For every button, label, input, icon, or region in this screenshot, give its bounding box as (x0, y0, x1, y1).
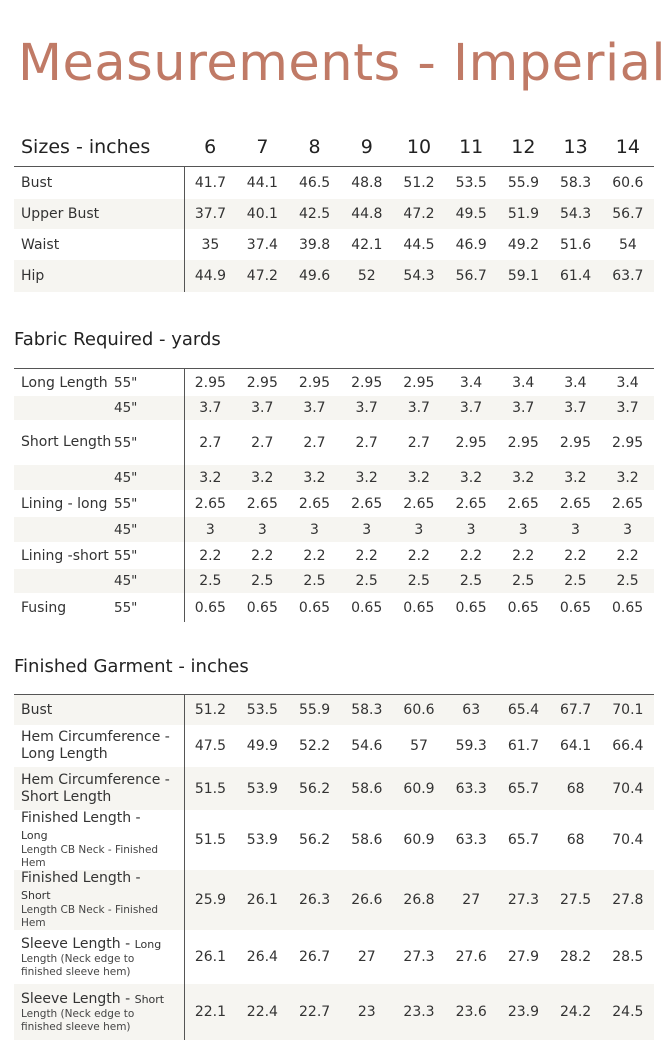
value-cell: 3.7 (497, 396, 549, 420)
row-label-detail: Length (Neck edge to finished sleeve hem) (21, 1007, 135, 1033)
table-row (14, 930, 654, 984)
value-cell: 61.4 (550, 260, 602, 292)
value-cell: 60.9 (403, 832, 435, 848)
value-cell: 46.9 (455, 236, 487, 253)
value-cell: 3.4 (512, 374, 535, 391)
value-cell: 44.9 (184, 260, 236, 292)
table-row (14, 593, 654, 622)
value-cell: 59.1 (497, 260, 549, 292)
value-cell: 54.6 (351, 738, 383, 754)
value-cell: 3 (549, 517, 601, 542)
row-label (14, 517, 114, 542)
table-row (14, 870, 654, 930)
row-label-qualifier: Long (134, 937, 162, 951)
row-label (14, 396, 114, 420)
row-label-text: Finished Length - (21, 870, 141, 886)
table-row (14, 984, 654, 1040)
table-row (14, 465, 654, 490)
value-cell: 27.5 (550, 870, 602, 930)
value-cell: 68 (566, 832, 585, 848)
value-cell: 3.7 (184, 396, 236, 420)
value-cell: 2.95 (612, 434, 644, 451)
value-cell: 3.4 (564, 374, 587, 391)
value-cell: 26.3 (288, 870, 340, 930)
value-cell: 52.2 (299, 738, 331, 754)
value-cell: 27.9 (507, 949, 539, 965)
value-cell: 3 (288, 517, 340, 542)
table-row (14, 517, 654, 542)
value-cell: 3.2 (445, 465, 497, 490)
value-cell: 0.65 (612, 599, 644, 616)
value-cell: 24.2 (550, 984, 602, 1040)
value-cell: 56.7 (445, 260, 497, 292)
value-cell: 53.9 (236, 767, 288, 810)
value-cell: 26.4 (246, 949, 278, 965)
value-cell: 2.65 (403, 495, 435, 512)
value-cell: 2.5 (445, 569, 497, 593)
value-cell: 55.9 (288, 695, 340, 725)
size-header: 13 (550, 128, 602, 166)
value-cell: 70.1 (602, 695, 654, 725)
value-cell: 2.5 (288, 569, 340, 593)
value-cell: 3.7 (549, 396, 601, 420)
value-cell: 2.5 (549, 569, 601, 593)
table-row (14, 396, 654, 420)
value-cell: 28.5 (612, 949, 644, 965)
value-cell: 67.7 (550, 695, 602, 725)
value-cell: 2.2 (355, 547, 378, 564)
value-cell: 26.6 (341, 870, 393, 930)
value-cell: 2.2 (459, 547, 483, 564)
value-cell: 0.65 (455, 599, 487, 616)
row-label-detail: Length (Neck edge to finished sleeve hem) (21, 952, 135, 978)
fabric-width: 55" (114, 542, 184, 569)
value-cell: 2.95 (455, 434, 487, 451)
value-cell: 3.7 (236, 396, 288, 420)
value-cell: 26.7 (299, 949, 331, 965)
value-cell: 2.65 (612, 495, 644, 512)
value-cell: 58.3 (341, 695, 393, 725)
fabric-section-title: Fabric Required - yards (14, 329, 221, 350)
fabric-width: 45" (114, 517, 184, 542)
value-cell: 63.3 (445, 767, 497, 810)
row-label (14, 465, 114, 490)
page-title: Measurements - Imperial (18, 34, 667, 93)
size-header: 9 (341, 128, 393, 166)
value-cell: 48.8 (351, 174, 383, 191)
value-cell: 26.8 (393, 870, 445, 930)
value-cell: 3.2 (497, 465, 549, 490)
finished-section-title: Finished Garment - inches (14, 656, 249, 677)
value-cell: 0.65 (351, 599, 383, 616)
value-cell: 3 (184, 517, 236, 542)
value-cell: 2.95 (559, 434, 591, 451)
value-cell: 2.5 (393, 569, 445, 593)
value-cell: 63.3 (455, 832, 487, 848)
fabric-width: 55" (114, 369, 184, 396)
value-cell: 26.1 (236, 870, 288, 930)
value-cell: 0.65 (298, 599, 331, 616)
size-header: 14 (602, 128, 654, 166)
row-label: Hip (14, 260, 184, 292)
table-row (14, 542, 654, 569)
value-cell: 3.2 (236, 465, 288, 490)
value-cell: 46.5 (299, 174, 331, 191)
value-cell: 2.2 (616, 547, 639, 564)
value-cell: 60.9 (393, 767, 445, 810)
value-cell: 3.2 (184, 465, 236, 490)
value-cell: 3.7 (341, 396, 393, 420)
row-label (14, 767, 184, 810)
fabric-width: 55" (114, 490, 184, 517)
value-cell: 2.2 (303, 547, 326, 564)
value-cell: 51.6 (560, 236, 592, 253)
value-cell: 2.2 (199, 547, 222, 564)
table-row (14, 810, 654, 870)
fabric-width: 45" (114, 396, 184, 420)
value-cell: 3.7 (602, 396, 654, 420)
value-cell: 58.3 (560, 174, 592, 191)
value-cell: 0.65 (246, 599, 278, 616)
value-cell: 51.2 (403, 174, 435, 191)
value-cell: 2.95 (246, 374, 278, 391)
value-cell: 24.5 (602, 984, 654, 1040)
row-label-detail: Length CB Neck - Finished Hem (21, 904, 159, 929)
value-cell: 2.7 (407, 434, 430, 451)
value-cell: 3 (445, 517, 497, 542)
row-label: Long Length (21, 374, 108, 391)
value-cell: 2.5 (236, 569, 288, 593)
value-cell: 3 (602, 517, 654, 542)
row-label-detail: Length CB Neck - Finished Hem (21, 844, 159, 869)
table-row (14, 695, 654, 725)
table-row (14, 199, 654, 229)
value-cell: 56.7 (602, 199, 654, 229)
value-cell: 51.5 (194, 832, 227, 848)
value-cell: 2.65 (298, 495, 331, 512)
value-cell: 3.4 (459, 374, 483, 391)
value-cell: 2.7 (199, 434, 222, 451)
value-cell: 49.2 (507, 236, 539, 253)
value-cell: 23 (341, 984, 393, 1040)
row-label (14, 870, 184, 930)
value-cell: 42.1 (351, 236, 383, 253)
value-cell: 27 (445, 870, 497, 930)
fabric-width: 55" (114, 593, 184, 622)
table-row (14, 260, 654, 292)
value-cell: 23.9 (497, 984, 549, 1040)
table-row (14, 420, 654, 465)
row-label (14, 695, 184, 725)
body-measurements-table (14, 128, 654, 292)
value-cell: 68 (550, 767, 602, 810)
value-cell: 49.6 (288, 260, 340, 292)
value-cell: 3 (393, 517, 445, 542)
fabric-width: 45" (114, 569, 184, 593)
table-row (14, 369, 654, 396)
table-row (14, 725, 654, 767)
value-cell: 2.65 (455, 495, 487, 512)
value-cell: 3 (497, 517, 549, 542)
value-cell: 3.2 (602, 465, 654, 490)
value-cell: 65.4 (497, 695, 549, 725)
value-cell: 2.95 (194, 374, 226, 391)
value-cell: 58.6 (351, 832, 383, 848)
value-cell: 54 (618, 236, 637, 253)
value-cell: 3.2 (393, 465, 445, 490)
row-label-qualifier: Long (21, 829, 48, 842)
value-cell: 47.2 (393, 199, 445, 229)
value-cell: 41.7 (194, 174, 227, 191)
value-cell: 54.3 (550, 199, 602, 229)
value-cell: 60.6 (612, 174, 644, 191)
table-row (14, 569, 654, 593)
row-label: Waist (14, 229, 184, 260)
row-label (14, 569, 114, 593)
value-cell: 70.4 (612, 832, 644, 848)
value-cell: 70.4 (602, 767, 654, 810)
value-cell: 61.7 (507, 738, 539, 754)
value-cell: 60.6 (393, 695, 445, 725)
table-row (14, 229, 654, 260)
value-cell: 44.1 (246, 174, 278, 191)
value-cell: 52 (341, 260, 393, 292)
row-label: Short Length (21, 434, 112, 450)
size-header: 8 (288, 128, 340, 166)
value-cell: 47.5 (194, 738, 227, 754)
value-cell: 0.65 (194, 599, 226, 616)
row-label-text: Finished Length - (21, 810, 141, 826)
value-cell: 2.65 (507, 495, 539, 512)
table-row (14, 490, 654, 517)
row-label-text: Sleeve Length - (21, 935, 135, 952)
value-cell: 2.5 (497, 569, 549, 593)
value-cell: 37.4 (246, 236, 278, 253)
finished-garment-table (14, 695, 654, 1040)
value-cell: 49.9 (246, 738, 278, 754)
value-cell: 0.65 (403, 599, 435, 616)
value-cell: 2.2 (407, 547, 430, 564)
value-cell: 53.9 (246, 832, 278, 848)
row-label: Lining -short (21, 547, 109, 564)
row-label: Fusing (21, 599, 67, 616)
value-cell: 3.7 (445, 396, 497, 420)
value-cell: 51.5 (184, 767, 236, 810)
row-label (14, 984, 184, 1040)
value-cell: 2.95 (351, 374, 383, 391)
value-cell: 56.2 (288, 767, 340, 810)
value-cell: 3.2 (288, 465, 340, 490)
value-cell: 65.7 (507, 832, 539, 848)
value-cell: 63 (445, 695, 497, 725)
fabric-required-table (14, 369, 654, 622)
value-cell: 2.95 (298, 374, 331, 391)
value-cell: 3 (341, 517, 393, 542)
value-cell: 37.7 (184, 199, 236, 229)
value-cell: 3.2 (549, 465, 601, 490)
value-cell: 23.6 (445, 984, 497, 1040)
row-label-qualifier: Short (134, 992, 165, 1006)
value-cell: 2.2 (251, 547, 274, 564)
value-cell: 35 (201, 236, 220, 253)
sizes-header: Sizes - inches (14, 128, 184, 166)
row-label-text: Hem Circumference - Short Length (21, 771, 170, 805)
value-cell: 27.3 (497, 870, 549, 930)
size-header: 12 (497, 128, 549, 166)
row-label: Upper Bust (14, 199, 184, 229)
value-cell: 2.5 (341, 569, 393, 593)
value-cell: 40.1 (236, 199, 288, 229)
value-cell: 0.65 (559, 599, 591, 616)
row-label: Lining - long (21, 495, 108, 512)
value-cell: 22.1 (184, 984, 236, 1040)
value-cell: 2.65 (559, 495, 591, 512)
value-cell: 27.3 (403, 949, 435, 965)
value-cell: 3.2 (341, 465, 393, 490)
value-cell: 39.8 (299, 236, 331, 253)
value-cell: 27.6 (455, 949, 487, 965)
value-cell: 64.1 (560, 738, 592, 754)
value-cell: 57 (410, 738, 428, 754)
table-row (14, 767, 654, 810)
table-row (14, 166, 654, 199)
value-cell: 65.7 (497, 767, 549, 810)
row-label (14, 725, 184, 767)
value-cell: 2.65 (351, 495, 383, 512)
value-cell: 23.3 (393, 984, 445, 1040)
value-cell: 2.65 (194, 495, 226, 512)
fabric-width: 45" (114, 465, 184, 490)
value-cell: 27.8 (602, 870, 654, 930)
value-cell: 2.65 (246, 495, 278, 512)
value-cell: 66.4 (612, 738, 644, 754)
value-cell: 47.2 (236, 260, 288, 292)
value-cell: 3.4 (616, 374, 639, 391)
value-cell: 2.2 (512, 547, 535, 564)
value-cell: 3.7 (393, 396, 445, 420)
value-cell: 27 (357, 949, 376, 965)
row-label-text: Bust (21, 701, 53, 718)
value-cell: 28.2 (560, 949, 592, 965)
fabric-width: 55" (114, 420, 184, 465)
value-cell: 58.6 (341, 767, 393, 810)
value-cell: 3.7 (288, 396, 340, 420)
value-cell: 22.4 (236, 984, 288, 1040)
value-cell: 54.3 (393, 260, 445, 292)
value-cell: 22.7 (288, 984, 340, 1040)
row-label: Bust (14, 166, 184, 199)
row-label-text: Sleeve Length - (21, 990, 135, 1007)
value-cell: 44.8 (341, 199, 393, 229)
value-cell: 2.2 (564, 547, 587, 564)
size-header: 11 (445, 128, 497, 166)
size-header: 7 (236, 128, 288, 166)
value-cell: 2.7 (251, 434, 274, 451)
value-cell: 0.65 (507, 599, 539, 616)
row-label (14, 810, 184, 870)
value-cell: 44.5 (403, 236, 435, 253)
value-cell: 56.2 (299, 832, 331, 848)
value-cell: 49.5 (445, 199, 497, 229)
value-cell: 53.5 (455, 174, 487, 191)
value-cell: 2.7 (303, 434, 326, 451)
row-label-qualifier: Short (21, 889, 51, 902)
value-cell: 2.95 (507, 434, 539, 451)
value-cell: 55.9 (507, 174, 539, 191)
value-cell: 53.5 (236, 695, 288, 725)
row-label (14, 930, 184, 984)
value-cell: 59.3 (455, 738, 487, 754)
value-cell: 25.9 (184, 870, 236, 930)
value-cell: 2.5 (184, 569, 236, 593)
value-cell: 2.95 (403, 374, 435, 391)
row-label-text: Hem Circumference - Long Length (21, 729, 170, 762)
value-cell: 2.7 (355, 434, 378, 451)
value-cell: 63.7 (602, 260, 654, 292)
value-cell: 51.2 (184, 695, 236, 725)
size-header: 6 (184, 128, 236, 166)
value-cell: 42.5 (288, 199, 340, 229)
value-cell: 2.5 (602, 569, 654, 593)
value-cell: 26.1 (194, 949, 227, 965)
size-header: 10 (393, 128, 445, 166)
value-cell: 3 (236, 517, 288, 542)
value-cell: 51.9 (497, 199, 549, 229)
